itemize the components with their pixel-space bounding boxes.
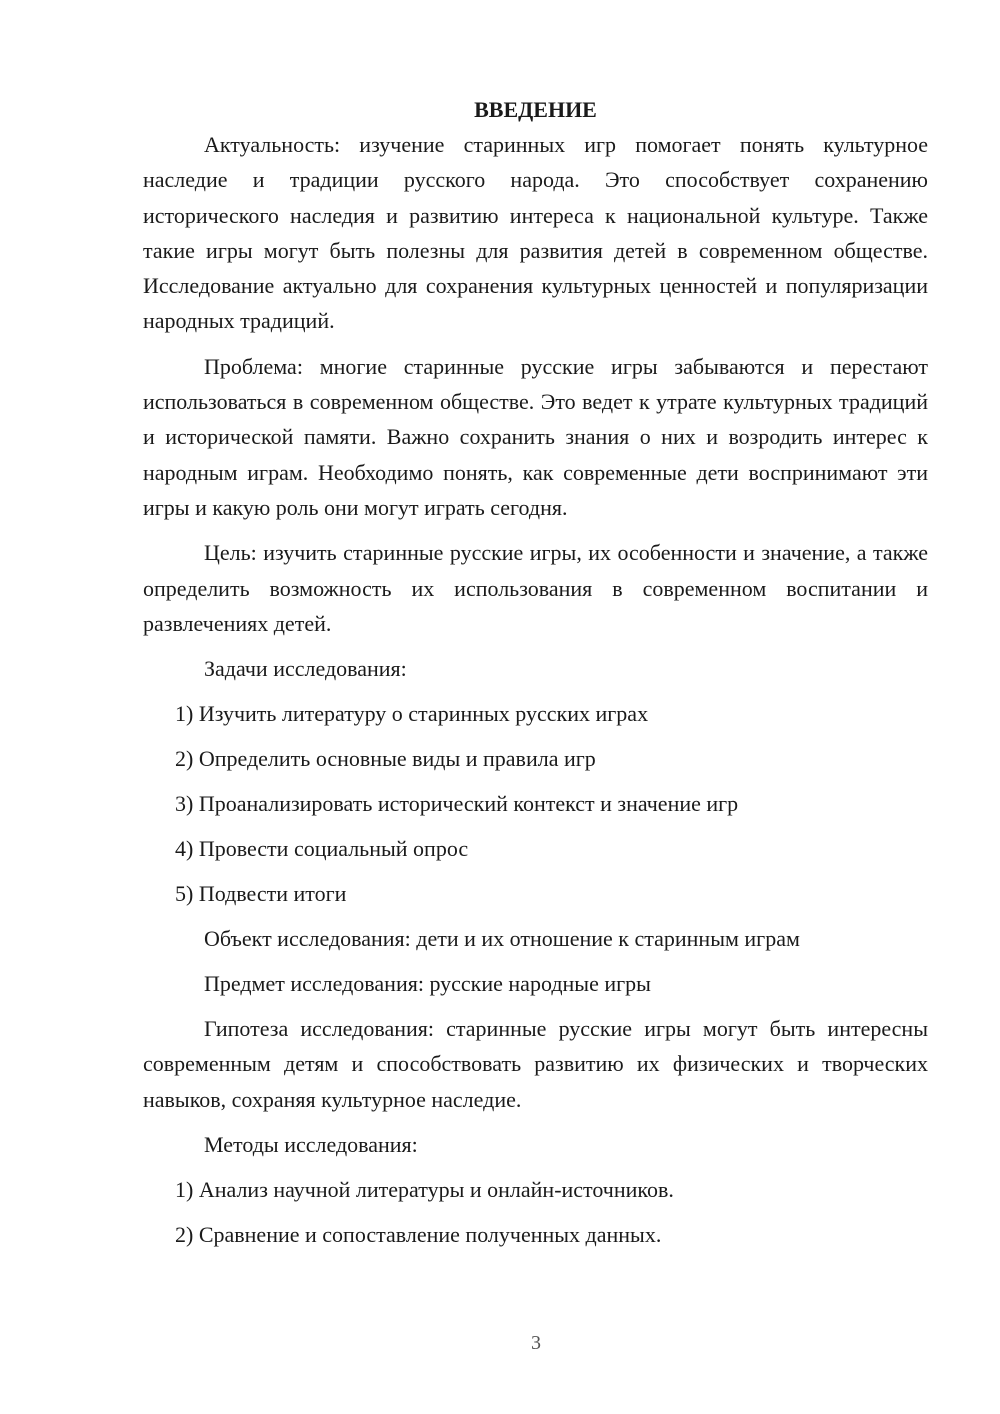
paragraph-relevance: Актуальность: изучение старинных игр помогает понять культурное наследие и традиции русского народа. Это способствует сохранению исторического наследия и развитию интереса к национальной культуре. Также такие игры могут быть полезны для развития детей в современном обществе. Исследование актуально для сохранения культурных ценностей и популяризации народных традиций. [143, 132, 928, 334]
list-item: 1) Анализ научной литературы и онлайн-источников. [175, 1177, 674, 1203]
list-item: 2) Определить основные виды и правила игр [175, 746, 596, 772]
document-page [143, 92, 928, 1262]
page-number: 3 [531, 1332, 541, 1354]
paragraph-hypothesis: Гипотеза исследования: старинные русские игры могут быть интересны современным детям и способствовать развитию их физических и творческих навыков, сохраняя культурное наследие. [143, 1016, 928, 1112]
section-title: ВВЕДЕНИЕ [474, 97, 597, 122]
tasks-list [143, 696, 928, 911]
list-item: 2) Сравнение и сопоставление полученных данных. [175, 1222, 662, 1248]
list-item: 1) Изучить литературу о старинных русских играх [175, 701, 649, 727]
research-object: Объект исследования: дети и их отношение к старинным играм [204, 926, 800, 952]
list-item: 5) Подвести итоги [175, 881, 347, 907]
list-item: 4) Провести социальный опрос [175, 836, 469, 862]
tasks-heading: Задачи исследования: [204, 656, 407, 682]
paragraph-problem: Проблема: многие старинные русские игры забываются и перестают использоваться в современном обществе. Это ведет к утрате культурных традиций и исторической памяти. Важно сохранить знания о них и возродить интерес к народным играм. Необходимо понять, как современные дети воспринимают эти игры и какую роль они могут играть сегодня. [143, 353, 928, 520]
methods-list [143, 1172, 928, 1252]
methods-heading: Методы исследования: [204, 1132, 418, 1158]
research-subject: Предмет исследования: русские народные игры [204, 971, 651, 997]
list-item: 3) Проанализировать исторический контекст и значение игр [175, 791, 739, 817]
paragraph-goal: Цель: изучить старинные русские игры, их особенности и значение, а также определить возможность их использования в современном воспитании и развлечениях детей. [143, 540, 928, 636]
